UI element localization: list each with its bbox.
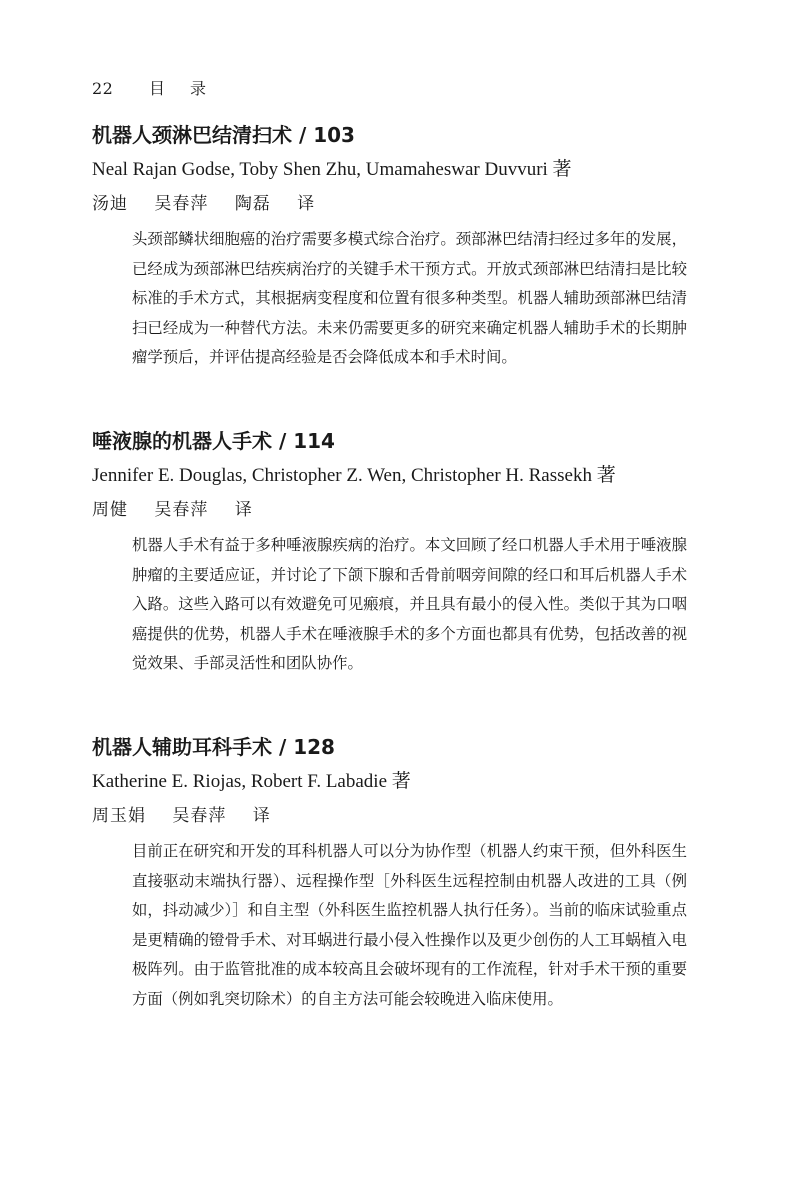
entry-translators [92, 801, 712, 831]
toc-entry [92, 427, 712, 679]
entry-title[interactable]: 唾液腺的机器人手术 / 114 [92, 429, 335, 453]
translator-name: 吴春萍 [154, 500, 209, 520]
translator-name: 周玉娟 [92, 806, 146, 826]
entry-abstract: 目前正在研究和开发的耳科机器人可以分为协作型（机器人约束干预，但外科医生直接驱动末端执行器）、远程操作型［外科医生远程控制由机器人改进的工具（例如，抖动减少）］和自主型（外科医生监控机器人执行任务）。当前的临床试验重点是更精确的镫骨手术、对耳蜗进行最小侵入性操作以及更少创伤的人工耳蜗植入电极阵列。由于监管批准的成本较高且会破坏现有的工作流程，针对手术干预的重要方面（例如乳突切除术）的自主方法可能会较晚进入临床使用。 [132, 842, 687, 1008]
entry-abstract: 机器人手术有益于多种唾液腺疾病的治疗。本文回顾了经口机器人手术用于唾液腺肿瘤的主要适应证，并讨论了下颌下腺和舌骨前咽旁间隙的经口和耳后机器人手术入路。这些入路可以有效避免可见瘢痕，并且具有最小的侵入性。类似于其为口咽癌提供的优势，机器人手术在唾液腺手术的多个方面也都具有优势，包括改善的视觉效果、手部灵活性和团队协作。 [132, 536, 687, 672]
toc-entry [92, 121, 712, 373]
entry-translators [92, 189, 712, 219]
entry-translators [92, 495, 712, 525]
translator-name: 周健 [92, 500, 128, 520]
translator-suffix: 译 [297, 194, 316, 214]
entry-authors: Neal Rajan Godse, Toby Shen Zhu, Umamaheswar Duvvuri 著 [92, 159, 572, 180]
entry-authors: Katherine E. Riojas, Robert F. Labadie 著 [92, 771, 411, 792]
entry-authors: Jennifer E. Douglas, Christopher Z. Wen, Christopher H. Rassekh 著 [92, 465, 616, 486]
page-number: 22 [92, 79, 114, 98]
translator-suffix: 译 [252, 806, 271, 826]
entry-title[interactable]: 机器人颈淋巴结清扫术 / 103 [92, 123, 355, 147]
translator-name: 吴春萍 [172, 806, 227, 826]
running-header [92, 76, 216, 99]
translator-name: 吴春萍 [154, 194, 209, 214]
entry-title[interactable]: 机器人辅助耳科手术 / 128 [92, 735, 335, 759]
entry-abstract: 头颈部鳞状细胞癌的治疗需要多模式综合治疗。颈部淋巴结清扫经过多年的发展，已经成为颈部淋巴结疾病治疗的关键手术干预方式。开放式颈部淋巴结清扫是比较标准的手术方式，其根据病变程度和位置有很多种类型。机器人辅助颈部淋巴结清扫已经成为一种替代方法。未来仍需要更多的研究来确定机器人辅助手术的长期肿瘤学预后，并评估提高经验是否会降低成本和手术时间。 [132, 230, 687, 366]
translator-name: 陶磊 [234, 194, 271, 214]
section-title: 目 录 [148, 79, 217, 98]
translator-suffix: 译 [234, 500, 253, 520]
toc-entry [92, 733, 712, 1014]
translator-name: 汤迪 [92, 194, 128, 214]
